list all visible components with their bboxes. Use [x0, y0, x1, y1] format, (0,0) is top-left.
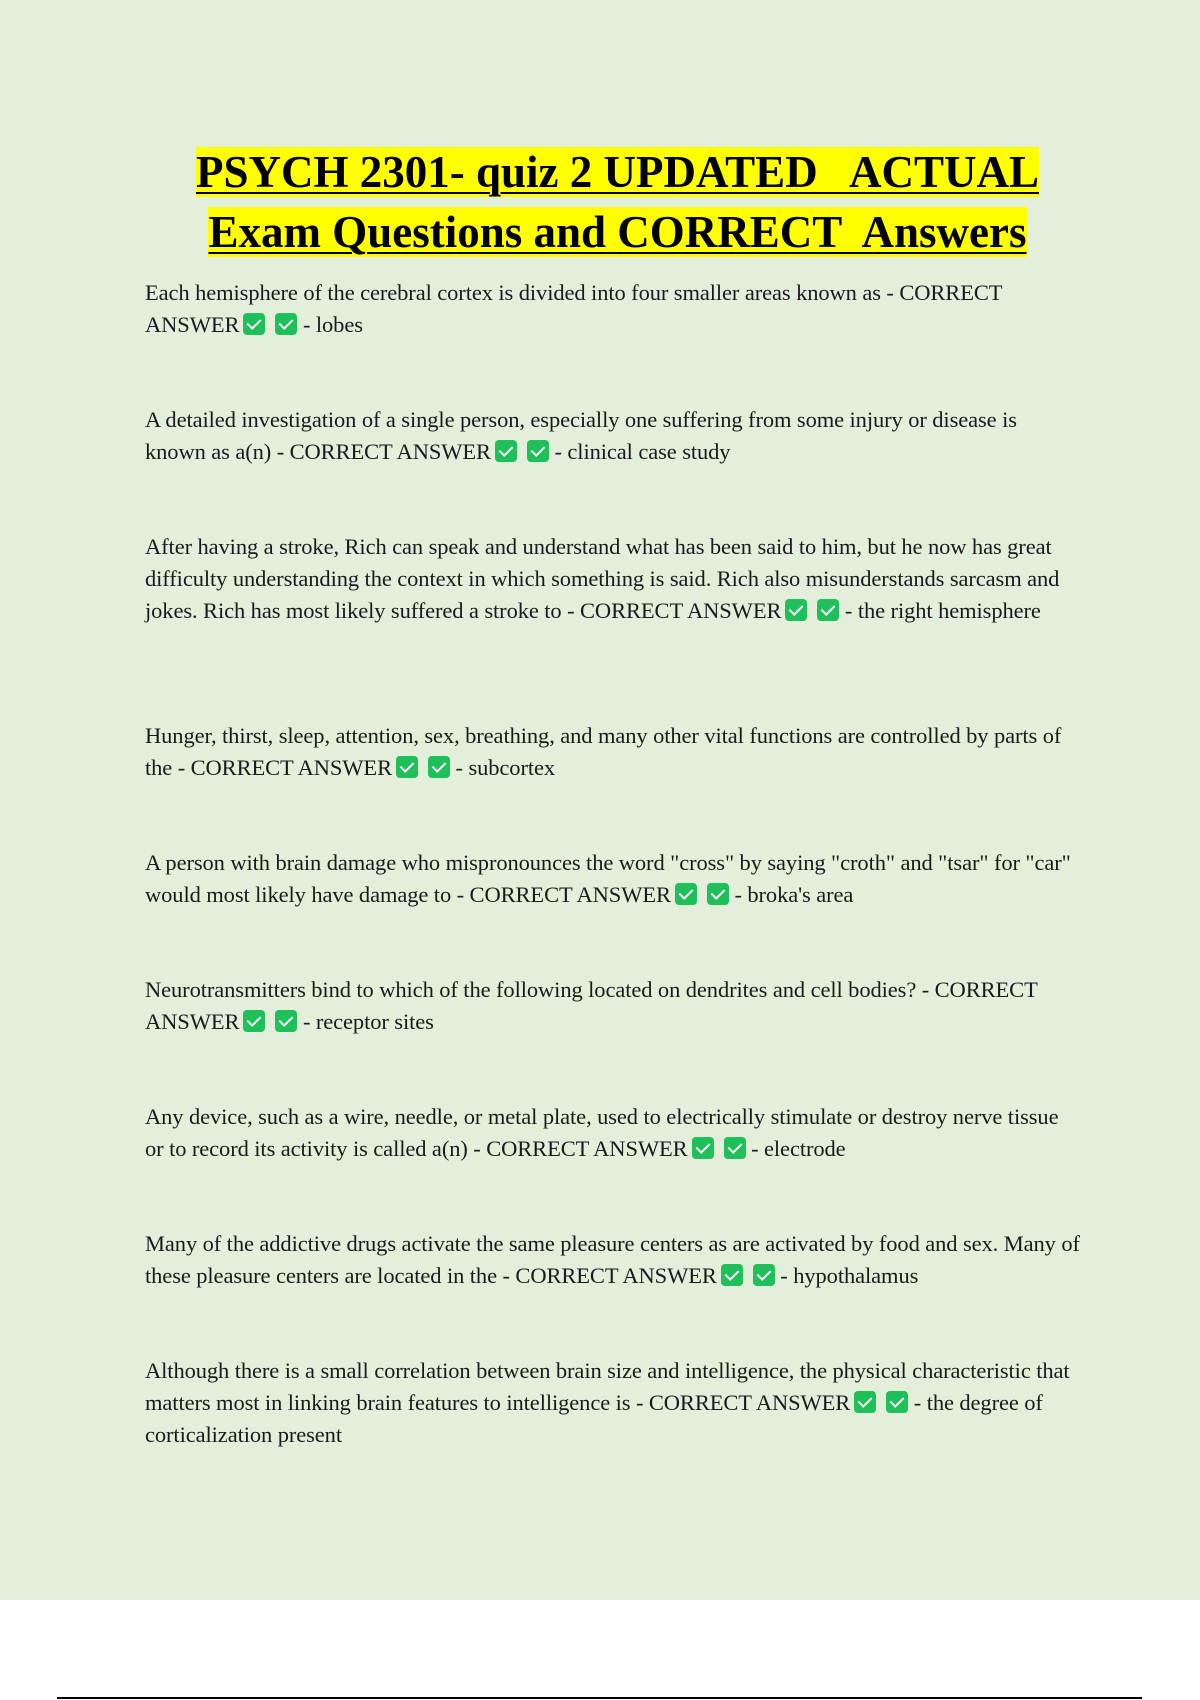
answer-separator: -: [554, 439, 562, 464]
check-mark-icon: [753, 1264, 775, 1286]
check-mark-icon: [275, 1010, 297, 1032]
question-text: Any device, such as a wire, needle, or metal plate, used to electrically stimulate or destroy nerve tissue or to record its activity is called a(n) - CORRECT ANSWER: [145, 1104, 1059, 1161]
qa-item: [145, 974, 1080, 1038]
qa-item: [145, 720, 1080, 784]
answer-separator: -: [302, 1009, 311, 1034]
answer-text: receptor sites: [315, 1009, 434, 1034]
question-text: Neurotransmitters bind to which of the following located on dendrites and cell bodies? - CORRECT ANSWER: [145, 977, 1038, 1034]
answer-text: the degree of corticalization present: [145, 1390, 1043, 1447]
check-mark-icon: [396, 756, 418, 778]
question-text: Hunger, thirst, sleep, attention, sex, breathing, and many other vital functions are controlled by parts of the - CORRECT ANSWER: [145, 723, 1062, 780]
answer-separator: -: [751, 1136, 759, 1161]
answer-separator: -: [844, 598, 853, 623]
check-mark-icon: [724, 1137, 746, 1159]
title-line-2: Exam Questions and CORRECT Answers: [208, 207, 1027, 257]
check-mark-icon: [817, 599, 839, 621]
check-mark-icon: [428, 756, 450, 778]
check-mark-icon: [785, 599, 807, 621]
check-mark-icon: [721, 1264, 743, 1286]
check-mark-icon: [275, 313, 297, 335]
answer-text: broka's area: [747, 882, 854, 907]
answer-text: clinical case study: [567, 439, 731, 464]
answer-separator: -: [734, 882, 742, 907]
document-title: [100, 142, 1135, 262]
check-mark-icon: [854, 1391, 876, 1413]
qa-item: [145, 1228, 1080, 1292]
check-mark-icon: [707, 883, 729, 905]
check-mark-icon: [675, 883, 697, 905]
question-text: Each hemisphere of the cerebral cortex is divided into four smaller areas known as - CORRECT ANSWER: [145, 280, 1002, 337]
question-text: A person with brain damage who mispronounces the word "cross" by saying "croth" and "tsar" for "car" would most likely have damage to - CORRECT ANSWER: [145, 850, 1071, 907]
question-text: A detailed investigation of a single person, especially one suffering from some injury or disease is known as a(n) - CORRECT ANSWER: [145, 407, 1017, 464]
answer-separator: -: [913, 1390, 922, 1415]
page-divider: [57, 1697, 1142, 1699]
answer-separator: -: [780, 1263, 788, 1288]
answer-text: the right hemisphere: [857, 598, 1041, 623]
check-mark-icon: [886, 1391, 908, 1413]
answer-text: subcortex: [468, 755, 556, 780]
check-mark-icon: [243, 1010, 265, 1032]
qa-item: [145, 1101, 1080, 1165]
check-mark-icon: [527, 440, 549, 462]
qa-item: [145, 847, 1080, 911]
qa-item: [145, 404, 1080, 468]
answer-separator: -: [455, 755, 463, 780]
qa-item: [145, 277, 1080, 341]
answer-text: hypothalamus: [793, 1263, 919, 1288]
question-text: Many of the addictive drugs activate the same pleasure centers as are activated by food and sex. Many of these pleasure centers are located in the - CORRECT ANSWER: [145, 1231, 1080, 1288]
answer-separator: -: [302, 312, 311, 337]
answer-text: electrode: [764, 1136, 846, 1161]
check-mark-icon: [243, 313, 265, 335]
qa-item: [145, 531, 1080, 627]
title-line-1: PSYCH 2301- quiz 2 UPDATED ACTUAL: [196, 147, 1039, 197]
check-mark-icon: [495, 440, 517, 462]
qa-item: [145, 1355, 1080, 1451]
question-text: After having a stroke, Rich can speak and understand what has been said to him, but he now has great difficulty understanding the context in which something is said. Rich also misunderstands sarcasm and jokes. Rich has most likely suffered a stroke to - CORRECT ANSWER: [145, 534, 1060, 623]
question-text: Although there is a small correlation between brain size and intelligence, the physical characteristic that matters most in linking brain features to intelligence is - CORRECT ANSWER: [145, 1358, 1070, 1415]
answer-text: lobes: [315, 312, 363, 337]
check-mark-icon: [692, 1137, 714, 1159]
